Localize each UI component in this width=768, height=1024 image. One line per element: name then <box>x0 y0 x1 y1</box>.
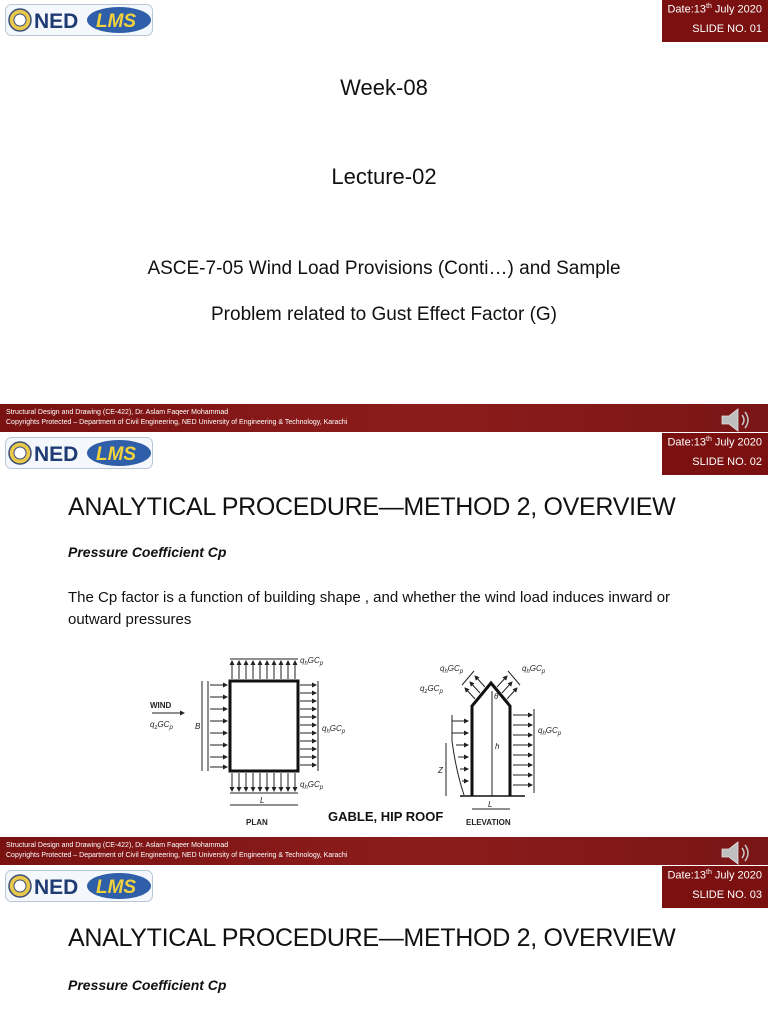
svg-text:NED: NED <box>34 876 79 899</box>
svg-text:qhGCp: $q_hGC_p$ <box>322 724 346 735</box>
svg-text:h: h <box>495 742 500 751</box>
svg-text:NED: NED <box>34 10 79 33</box>
slide-footer <box>0 837 768 865</box>
svg-text:qzGCp: $q_zGC_p$ <box>150 720 173 731</box>
svg-text:θ: θ <box>494 692 499 701</box>
title-line-1: ASCE-7-05 Wind Load Provisions (Conti…) and Sample <box>147 258 621 279</box>
footer-course: Structural Design and Drawing (CE-422), Dr. Aslam Faqeer Mohammad <box>6 409 229 416</box>
date-badge <box>662 433 768 475</box>
date-text: Date:13th July 2020 <box>667 3 762 16</box>
svg-text:NED: NED <box>34 443 79 466</box>
svg-text:ELEVATION: ELEVATION <box>466 818 511 827</box>
title-line-2: Problem related to Gust Effect Factor (G) <box>211 304 557 325</box>
date-text: Date:13th July 2020 <box>667 436 762 449</box>
slide-subheading: Pressure Coefficient Cp <box>68 977 227 993</box>
slide-1 <box>0 0 768 432</box>
svg-text:WIND: WIND <box>150 701 172 710</box>
svg-text:L: L <box>488 800 493 809</box>
date-text: Date:13th July 2020 <box>667 869 762 882</box>
slide-number: SLIDE NO. 03 <box>692 889 762 901</box>
lecture-label: Lecture-02 <box>331 164 437 189</box>
svg-text:LMS: LMS <box>96 877 137 898</box>
slide-heading: ANALYTICAL PROCEDURE—METHOD 2, OVERVIEW <box>68 493 676 521</box>
svg-text:LMS: LMS <box>96 11 137 32</box>
svg-text:LMS: LMS <box>96 444 137 465</box>
wind-pressure-diagram <box>140 651 620 831</box>
svg-text:qhGCp: $q_hGC_p$ <box>300 780 324 791</box>
slide-subheading: Pressure Coefficient Cp <box>68 544 227 560</box>
ned-lms-logo <box>5 4 153 36</box>
slide-number: SLIDE NO. 02 <box>692 456 762 468</box>
slide-paragraph: The Cp factor is a function of building shape , and whether the wind load induces inward or outward pressures <box>68 589 671 628</box>
slide-heading: ANALYTICAL PROCEDURE—METHOD 2, OVERVIEW <box>68 924 676 952</box>
svg-text:L: L <box>260 796 265 805</box>
svg-text:qhGCp: $q_hGC_p$ <box>440 664 464 675</box>
speaker-icon[interactable] <box>718 839 758 865</box>
slide-2 <box>0 433 768 865</box>
ned-lms-logo <box>5 437 153 469</box>
svg-text:qhGCp: $q_hGC_p$ <box>522 664 546 675</box>
date-badge <box>662 0 768 42</box>
plan-view <box>150 656 346 827</box>
speaker-icon[interactable] <box>718 406 758 432</box>
diagram-caption: GABLE, HIP ROOF <box>328 809 444 824</box>
ned-lms-logo <box>5 870 153 902</box>
slide-number: SLIDE NO. 01 <box>692 23 762 35</box>
svg-text:qhGCp: $q_hGC_p$ <box>538 726 562 737</box>
svg-text:qzGCp: $q_zGC_p$ <box>420 684 443 695</box>
elevation-view <box>420 664 562 827</box>
date-badge <box>662 866 768 908</box>
svg-text:B: B <box>195 722 201 731</box>
svg-text:qhGCp: $q_hGC_p$ <box>300 656 324 667</box>
footer-course: Structural Design and Drawing (CE-422), Dr. Aslam Faqeer Mohammad <box>6 842 229 849</box>
svg-text:Z: Z <box>438 766 443 775</box>
footer-copyright: Copyrights Protected – Department of Civil Engineering, NED University of Engineering & Technology, Karachi <box>6 419 348 426</box>
slide-footer <box>0 404 768 432</box>
slide-3 <box>0 866 768 1024</box>
week-label: Week-08 <box>340 75 428 100</box>
svg-text:PLAN: PLAN <box>246 818 268 827</box>
footer-copyright: Copyrights Protected – Department of Civil Engineering, NED University of Engineering & Technology, Karachi <box>6 852 348 859</box>
